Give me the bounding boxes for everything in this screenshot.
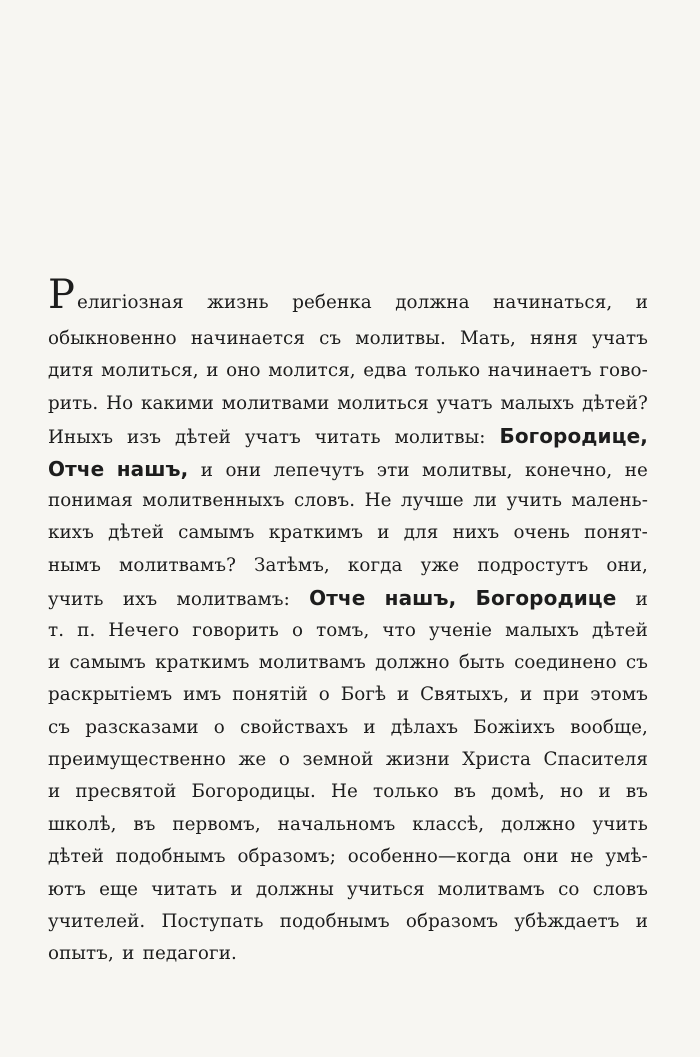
word: со: [558, 878, 580, 900]
word: должны: [255, 878, 334, 900]
word: словъ.: [293, 489, 356, 511]
word: молится,: [268, 360, 356, 382]
word: дѣлахъ: [390, 716, 459, 738]
word: жизнь: [207, 292, 269, 313]
word: дѣтей: [591, 619, 648, 641]
word: соединено: [514, 651, 617, 673]
text-line: [48, 874, 648, 906]
word: не: [624, 459, 648, 481]
word: молитвамъ?: [119, 554, 237, 576]
word: нихъ: [452, 522, 500, 544]
drop-cap: Р: [48, 272, 76, 318]
text-line: [48, 776, 648, 808]
word: Богѣ: [340, 684, 387, 706]
text-line: [48, 388, 648, 420]
text-line: [48, 550, 648, 582]
word: Мать,: [459, 328, 516, 349]
word: Иныхъ: [48, 427, 114, 449]
text-line: [48, 323, 648, 355]
word: Отче: [48, 456, 105, 481]
word: начальномъ: [277, 813, 396, 835]
word: молитвамъ: [437, 878, 545, 900]
text-line: [48, 647, 648, 679]
word: Затѣмъ,: [254, 554, 330, 576]
word: дѣтей: [108, 522, 165, 544]
word: съ: [319, 328, 342, 349]
word: домѣ,: [491, 781, 545, 803]
word: эти: [376, 459, 410, 481]
word: начинается: [190, 328, 306, 349]
word: учатъ: [244, 427, 301, 449]
word: педагоги.: [142, 943, 237, 965]
word: подростутъ: [477, 554, 589, 576]
word: о: [278, 749, 290, 771]
text-line: [48, 355, 648, 387]
text-line: [48, 453, 648, 485]
word: молитвы,: [421, 459, 513, 481]
word: нашъ,: [384, 586, 457, 611]
word: и: [635, 589, 648, 611]
word: и: [48, 651, 61, 673]
word: для: [403, 522, 439, 544]
word: свойствахъ: [239, 716, 349, 738]
word: они: [522, 846, 559, 868]
word: вообще,: [570, 716, 648, 738]
word: умѣ-: [605, 846, 648, 868]
word: убѣждаетъ: [514, 911, 620, 933]
word: едва: [363, 360, 407, 382]
word: какими: [141, 392, 214, 414]
word: кихъ: [48, 522, 94, 544]
word: подобнымъ: [279, 911, 390, 933]
word: Божіихъ: [473, 716, 556, 738]
text-line: [48, 906, 648, 938]
word: гово-: [599, 360, 648, 382]
word: и: [200, 459, 214, 481]
word: Не: [364, 489, 392, 511]
word: съ: [48, 716, 71, 738]
word: и: [122, 943, 135, 965]
word: молитвы.: [355, 328, 446, 349]
word: и: [206, 360, 219, 382]
word: ученіе: [428, 619, 493, 641]
word: раскрытіемъ: [48, 684, 173, 706]
word: должно: [501, 813, 576, 835]
word: ихъ: [122, 589, 158, 611]
word: учатъ: [436, 392, 493, 414]
word: читать: [151, 878, 218, 900]
text-line: [48, 938, 648, 970]
word: очень: [513, 522, 570, 544]
word: самымъ: [69, 651, 146, 673]
word: оно: [226, 360, 261, 382]
word: Богородице,: [499, 424, 648, 449]
word: малыхъ: [505, 619, 579, 641]
word: уже: [420, 554, 460, 576]
word: малыхъ: [500, 392, 575, 414]
word: они: [225, 459, 262, 481]
word: рить.: [48, 392, 99, 414]
word: лучше: [400, 489, 464, 511]
word: и: [635, 292, 648, 313]
word: нымъ: [48, 554, 101, 576]
word: разсказами: [85, 716, 199, 738]
word: молитвы:: [394, 427, 486, 449]
word: преимущественно: [48, 749, 227, 771]
word: ребенка: [292, 292, 372, 313]
word: же: [238, 749, 267, 771]
word: подобнымъ: [115, 846, 226, 868]
word: и: [635, 911, 648, 933]
word: но: [559, 781, 584, 803]
text-line: [48, 679, 648, 711]
word: въ: [625, 781, 648, 803]
first-word: [48, 272, 184, 323]
word: и: [230, 878, 243, 900]
word: учить: [592, 813, 648, 835]
word: съ: [625, 651, 648, 673]
word: имъ: [183, 684, 222, 706]
word: пресвятой: [75, 781, 177, 803]
word: молиться: [337, 392, 429, 414]
word: о: [213, 716, 225, 738]
word: краткимъ: [155, 651, 250, 673]
word: Богородицы.: [191, 781, 316, 803]
word: няня: [530, 328, 578, 349]
word: обыкновенно: [48, 328, 177, 349]
word: молиться,: [101, 360, 199, 382]
text-line: [48, 744, 648, 776]
text-line: [48, 485, 648, 517]
word: томъ,: [316, 619, 370, 641]
word: первомъ,: [172, 813, 261, 835]
word: понимая: [48, 489, 133, 511]
word: самымъ: [178, 522, 255, 544]
word: Нечего: [108, 619, 180, 641]
word: т.: [48, 619, 65, 641]
word: Поступать: [161, 911, 264, 933]
text-line: [48, 615, 648, 647]
word: Не: [330, 781, 358, 803]
word: классѣ,: [412, 813, 485, 835]
word: Отче: [309, 586, 366, 611]
word: и: [519, 684, 533, 706]
word: краткимъ: [268, 522, 364, 544]
word: ли: [473, 489, 498, 511]
word: и: [377, 522, 390, 544]
word: говорить: [192, 619, 279, 641]
word: словъ: [592, 878, 648, 900]
word: не: [570, 846, 594, 868]
word: образомъ;: [237, 846, 336, 868]
word: только: [373, 781, 439, 803]
word: въ: [453, 781, 476, 803]
word: понят-: [584, 522, 648, 544]
word: учителей.: [48, 911, 146, 933]
word: лепечутъ: [273, 459, 365, 481]
word: о: [318, 684, 330, 706]
word: и: [363, 716, 376, 738]
word: Спасителя: [543, 749, 648, 771]
word: образомъ: [405, 911, 499, 933]
word: школѣ,: [48, 813, 117, 835]
text-line: [48, 841, 648, 873]
word: нашъ,: [116, 456, 189, 481]
word: дитя: [48, 360, 94, 382]
word: учить: [506, 489, 563, 511]
word: п.: [77, 619, 96, 641]
text-line: [48, 809, 648, 841]
word: учатъ: [592, 328, 648, 349]
word: и: [396, 684, 410, 706]
word: должна: [395, 292, 470, 313]
word: особенно—когда: [347, 846, 512, 868]
word: опытъ,: [48, 943, 114, 965]
word: молитвамъ:: [176, 589, 290, 611]
word: должно: [375, 651, 450, 673]
word: этомъ: [590, 684, 648, 706]
text-line: [48, 420, 648, 452]
word: только: [414, 360, 481, 382]
word: въ: [133, 813, 156, 835]
word: земной: [302, 749, 374, 771]
text-line: [48, 517, 648, 549]
word: учиться: [347, 878, 425, 900]
word: о: [291, 619, 304, 641]
word: что: [382, 619, 416, 641]
text-line: [48, 712, 648, 744]
word: когда: [347, 554, 403, 576]
word: и: [48, 781, 61, 803]
word: ютъ: [48, 878, 86, 900]
word: Христа: [462, 749, 532, 771]
word: молитвамъ: [258, 651, 366, 673]
word: они,: [606, 554, 648, 576]
word: жизни: [385, 749, 450, 771]
word: учить: [48, 589, 104, 611]
word: быть: [458, 651, 505, 673]
text-line: [48, 582, 648, 614]
word: Но: [106, 392, 134, 414]
paragraph: [48, 272, 648, 971]
word: Богородице: [475, 586, 617, 611]
word: конечно,: [524, 459, 613, 481]
text-line: [48, 272, 648, 323]
word: молитвами: [221, 392, 330, 414]
word: дѣтей: [175, 427, 231, 449]
word: елигіозная: [77, 292, 184, 313]
word: молитвенныхъ: [142, 489, 285, 511]
word: при: [543, 684, 580, 706]
word: начинаетъ: [487, 360, 592, 382]
word: читать: [314, 427, 381, 449]
word: понятій: [232, 684, 308, 706]
word: изъ: [127, 427, 162, 449]
word: малень-: [571, 489, 648, 511]
word: еще: [99, 878, 139, 900]
word: Святыхъ,: [420, 684, 510, 706]
word: дѣтей?: [582, 392, 648, 414]
word: дѣтей: [48, 846, 104, 868]
word: и: [598, 781, 611, 803]
word: начинаться,: [493, 292, 613, 313]
